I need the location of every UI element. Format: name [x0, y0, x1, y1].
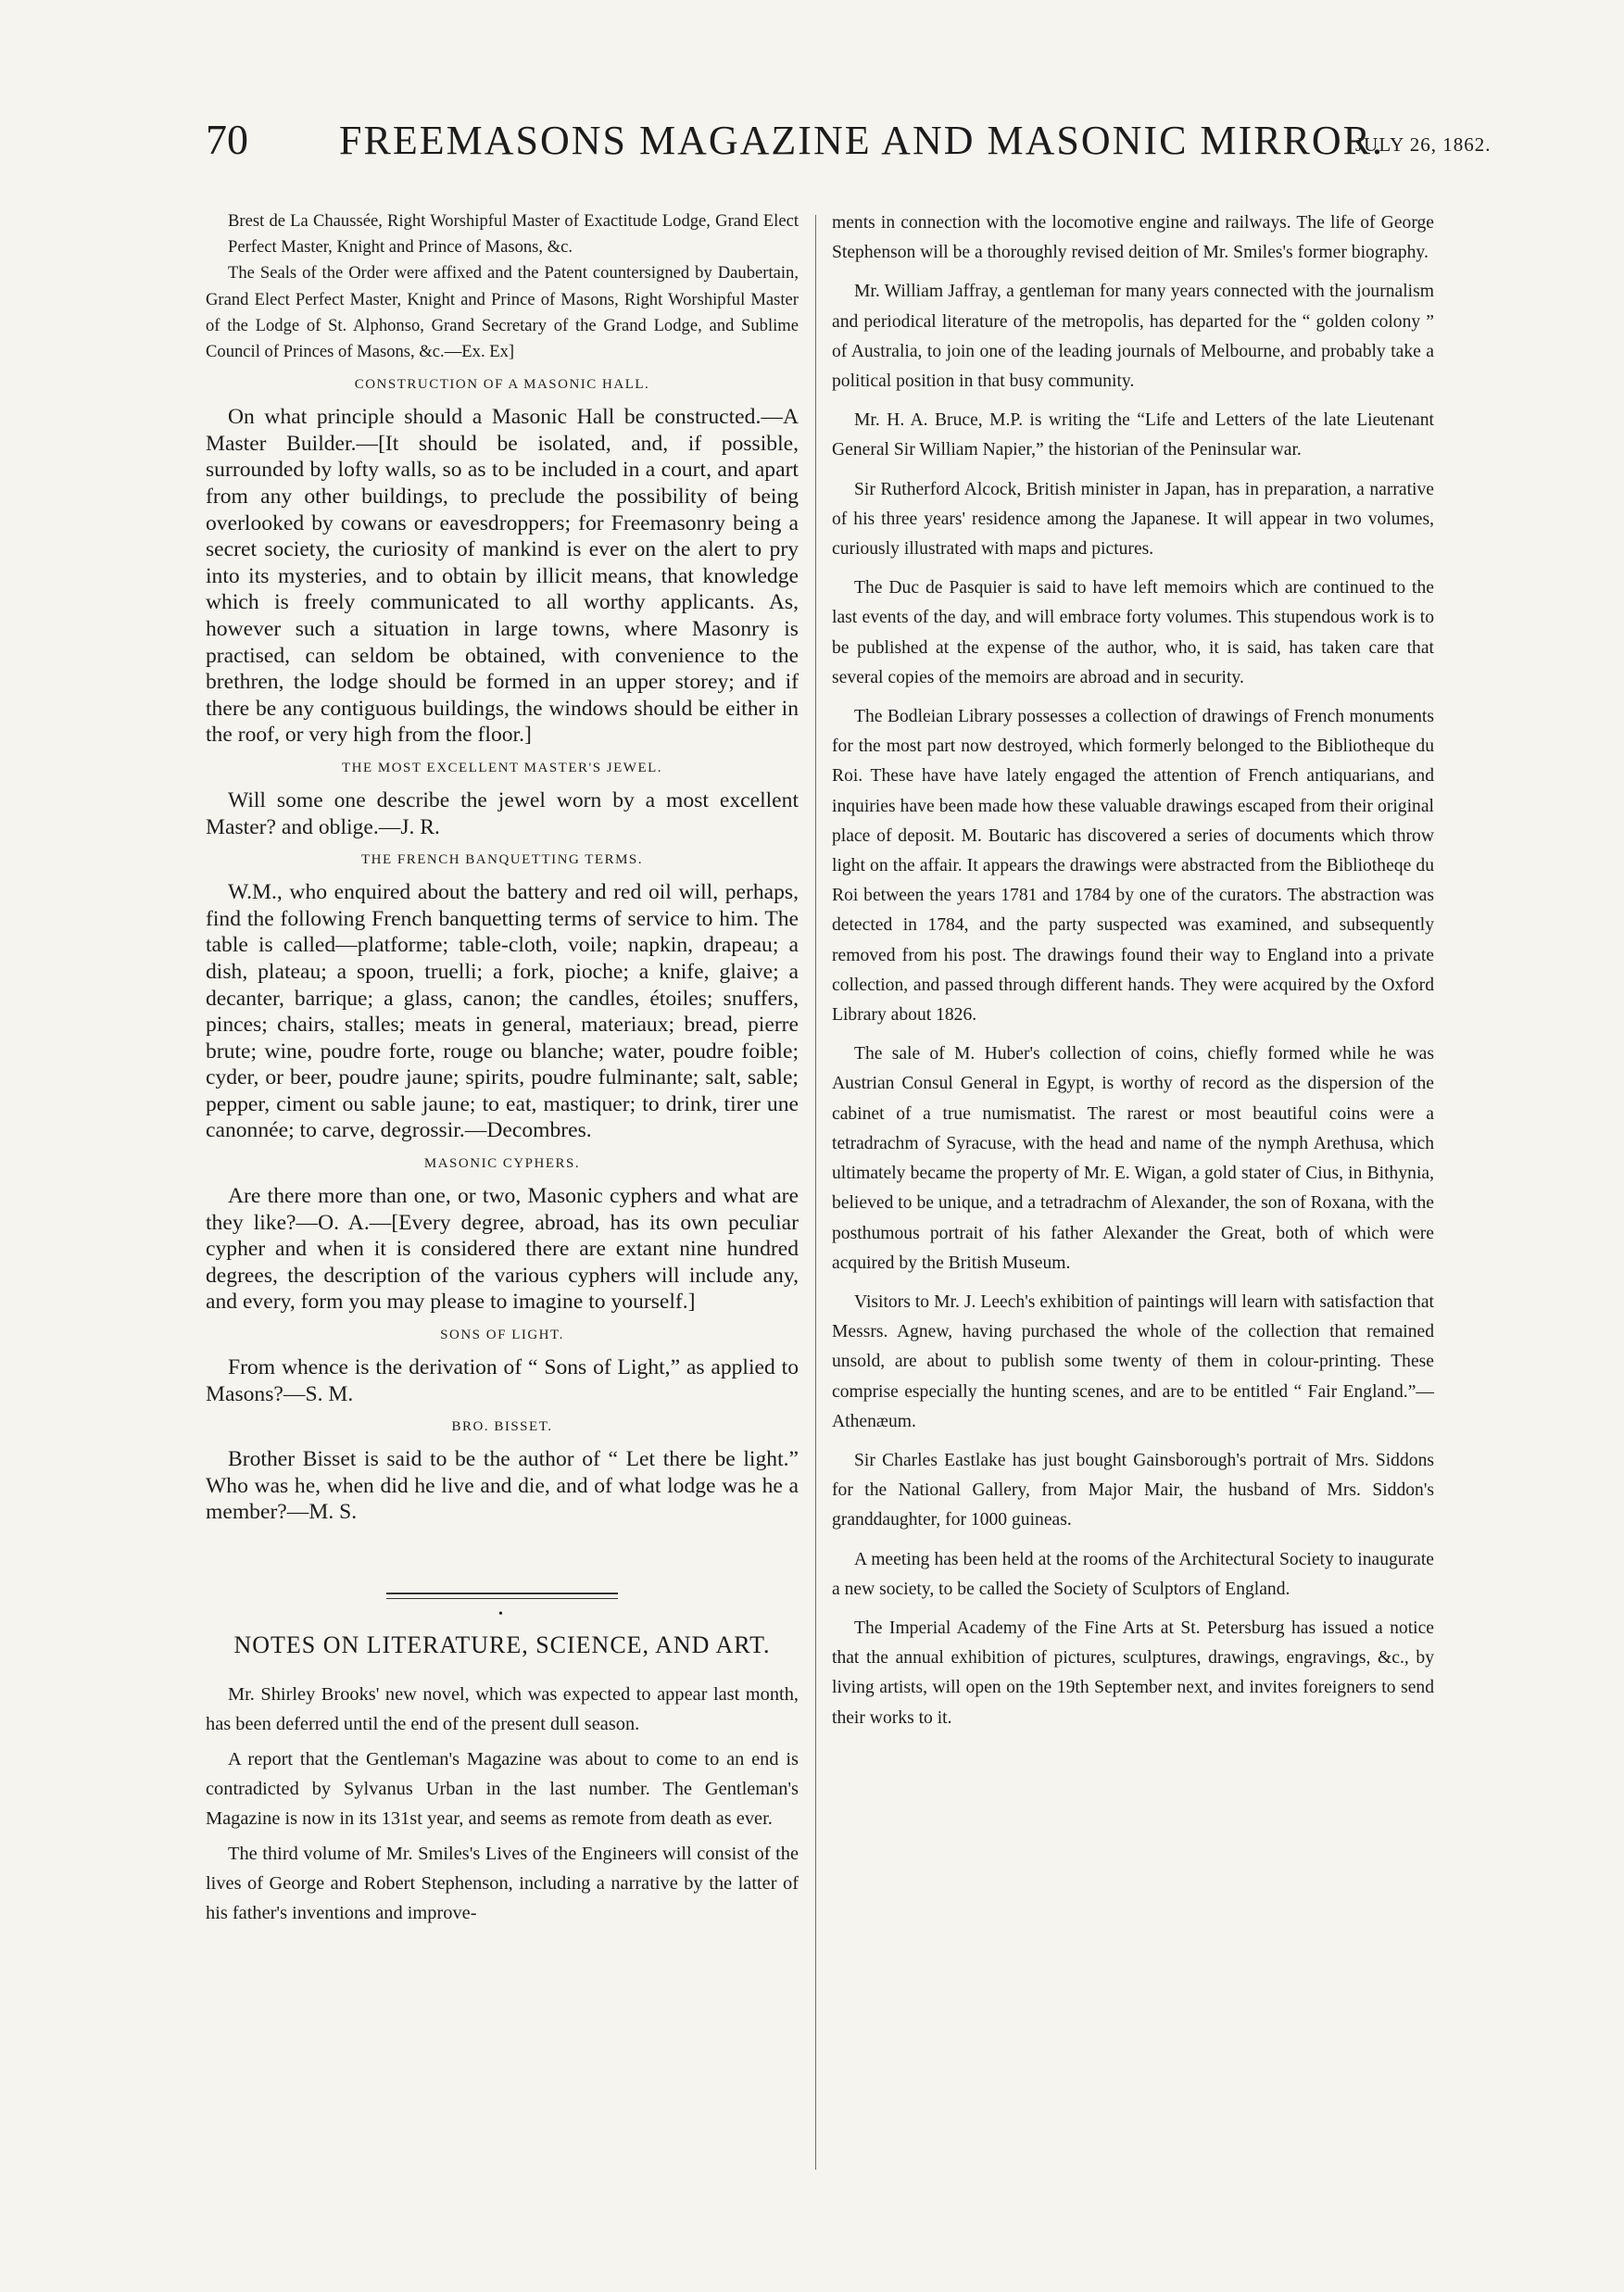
masthead — [0, 0, 1624, 176]
section-text: Are there more than one, or two, Masonic cyphers and what are they like?—O. A.—[Every degree, abroad, has its own peculiar cypher and when it is considered there are extant nine hundred degrees, the description of the various cyphers will include any, and every, form you may please to imagine to yourself.] — [206, 1184, 799, 1315]
notes-paragraph: Mr. H. A. Bruce, M.P. is writing the “Life and Letters of the late Lieutenant General Sir William Napier,” the historian of the Peninsular war. — [832, 410, 1434, 460]
issue-date: JULY 26, 1862. — [1355, 133, 1492, 156]
section-heading: THE MOST EXCELLENT MASTER'S JEWEL. — [341, 760, 663, 775]
notes-section-title: NOTES ON LITERATURE, SCIENCE, AND ART. — [233, 1631, 771, 1658]
publication-title: FREEMASONS MAGAZINE AND MASONIC MIRROR. — [339, 118, 1385, 163]
section-heading: CONSTRUCTION OF A MASONIC HALL. — [354, 377, 650, 393]
section-text: Will some one describe the jewel worn by a most excellent Master? and oblige.—J. R. — [206, 787, 799, 839]
left-column — [206, 208, 799, 1933]
section-text: Brother Bisset is said to be the author of “ Let there be light.” Who was he, when did he live and die, and of what lodge was he a member?—M. S. — [206, 1447, 799, 1525]
section-heading: MASONIC CYPHERS. — [423, 1156, 581, 1172]
section-heading: THE FRENCH BANQUETTING TERMS. — [360, 852, 644, 868]
notes-paragraph: The Duc de Pasquier is said to have left memoirs which are continued to the last events of the day, and will embrace forty volumes. This stupendous work is to be published at the expense of the author, who, it is said, has taken care that several copies of the memoirs are abroad and in security. — [832, 578, 1434, 687]
right-column — [832, 208, 1434, 1743]
notes-paragraph: The Imperial Academy of the Fine Arts at St. Petersburg has issued a notice that the annual exhibition of pictures, sculptures, drawings, engravings, &c., by living artists, will open on the 19th September next, and invites foreigners to send their works to it. — [832, 1618, 1434, 1728]
notes-paragraph: Sir Rutherford Alcock, British minister in Japan, has in preparation, a narrative of his three years' residence among the Japanese. It will appear in two volumes, curiously illustrated with maps and pictures. — [832, 479, 1434, 560]
intro-paragraph: Brest de La Chaussée, Right Worshipful Master of Exactitude Lodge, Grand Elect Perfect Master, Knight and Prince of Masons, &c. — [228, 211, 799, 258]
page-number: 70 — [206, 116, 248, 163]
ornamental-rule: • — [206, 1583, 799, 1630]
notes-paragraph: Mr. Shirley Brooks' new novel, which was expected to appear last month, has been deferred until the end of the present dull season. — [206, 1684, 799, 1734]
notes-paragraph: Mr. William Jaffray, a gentleman for many years connected with the journalism and periodical literature of the metropolis, has departed for the “ golden colony ” of Australia, to join one of the leading journals of Melbourne, and probably take a political position in that busy community. — [832, 282, 1434, 392]
section-heading: BRO. BISSET. — [451, 1419, 553, 1435]
section-text: From whence is the derivation of “ Sons of Light,” as applied to Masons?—S. M. — [206, 1355, 799, 1406]
notes-paragraph: The Bodleian Library possesses a collection of drawings of French monuments for the most part now destroyed, which formerly belonged to the Bibliotheque du Roi. These have have lately engaged the attention of French antiquarians, and inquiries have been made how these valuable drawings escaped from their original place of deposit. M. Boutaric has discovered a series of documents which throw light on the affair. It appears the drawings were abstracted from the Bibliotheqe du Roi between the years 1781 and 1784 by one of the curators. The abstraction was detected in 1784, and the party suspected was examined, and subsequently removed from his post. The drawings found their way to England into a private collection, and passed through different hands. They were acquired by the Oxford Library about 1826. — [832, 707, 1434, 1026]
section-text: On what principle should a Masonic Hall be constructed.—A Master Builder.—[It should be isolated, and, if possible, surrounded by lofty walls, so as to be included in a court, and apart from any other buildings, to preclude the possibility of being overlooked by cowans or eavesdroppers; for Freemasonry being a secret society, the curiosity of mankind is ever on the alert to pry into its mysteries, and to obtain by illicit means, that knowledge which is freely communicated to all worthy applicants. As, however such a situation in large towns, where Masonry is practised, can seldom be obtained, with convenience to the brethren, the lodge should be formed in an upper storey; and if there be any contiguous buildings, the windows should be either in the roof, or very high from the floor.] — [206, 405, 799, 748]
column-divider — [815, 215, 816, 2170]
notes-paragraph: ments in connection with the locomotive engine and railways. The life of George Stephenson will be a thoroughly revised deition of Mr. Smiles's former biography. — [832, 213, 1434, 263]
notes-paragraph: A report that the Gentleman's Magazine was about to come to an end is contradicted by Sylvanus Urban in the last number. The Gentleman's Magazine is now in its 131st year, and seems as remote from death as ever. — [206, 1749, 799, 1829]
notes-paragraph: Visitors to Mr. J. Leech's exhibition of paintings will learn with satisfaction that Messrs. Agnew, having purchased the whole of the collection that remained unsold, are about to publish some twenty of them in colour-printing. These comprise especially the hunting scenes, and are to be entitled “ Fair England.”—Athenæum. — [832, 1291, 1434, 1431]
notes-paragraph: Sir Charles Eastlake has just bought Gainsborough's portrait of Mrs. Siddons for the National Gallery, from Major Mair, the husband of Mrs. Siddon's granddaughter, for 1000 guineas. — [832, 1450, 1434, 1530]
section-heading: SONS OF LIGHT. — [440, 1328, 564, 1343]
section-text: W.M., who enquired about the battery and red oil will, perhaps, find the following French banquetting terms of service to him. The table is called—platforme; table-cloth, voile; napkin, drapeau; a dish, plateau; a spoon, truelli; a fork, pioche; a knife, glaive; a decanter, barrique; a glass, canon; the candles, étoiles; snuffers, pinces; chairs, stalles; meats in general, materiaux; bread, pierre brute; wine, poudre forte, rouge ou blanche; water, poudre foible; cyder, or beer, poudre jaune; spirits, poudre fulminante; salt, sable; pepper, ciment ou sable jaune; to eat, mastiquer; to drink, tirer une canonnée; to carve, degrossir.—Decombres. — [206, 880, 799, 1143]
notes-paragraph: The third volume of Mr. Smiles's Lives of the Engineers will consist of the lives of George and Robert Stephenson, including a narrative by the latter of his father's inventions and improve- — [206, 1844, 799, 1923]
intro-paragraph: The Seals of the Order were affixed and the Patent countersigned by Daubertain, Grand Elect Perfect Master, Knight and Prince of Masons, Right Worshipful Master of the Lodge of St. Alphonso, Grand Secretary of the Grand Lodge, and Sublime Council of Princes of Masons, &c.—Ex. Ex] — [206, 263, 799, 362]
notes-paragraph: The sale of M. Huber's collection of coins, chiefly formed while he was Austrian Consul General in Egypt, is worthy of record as the dispersion of the cabinet of a true numismatist. The rarest or most beautiful coins were a tetradrachm of Syracuse, with the head and name of the nymph Arethusa, which ultimately became the property of Mr. E. Wigan, a gold stater of Cius, in Bithynia, believed to be unique, and a tetradrachm of Alexander, the son of Roxana, with the posthumous portrait of his father Alexander the Great, both of which were acquired by the British Museum. — [832, 1044, 1434, 1273]
notes-paragraph: A meeting has been held at the rooms of the Architectural Society to inaugurate a new society, to be called the Society of Sculptors of England. — [832, 1549, 1434, 1599]
